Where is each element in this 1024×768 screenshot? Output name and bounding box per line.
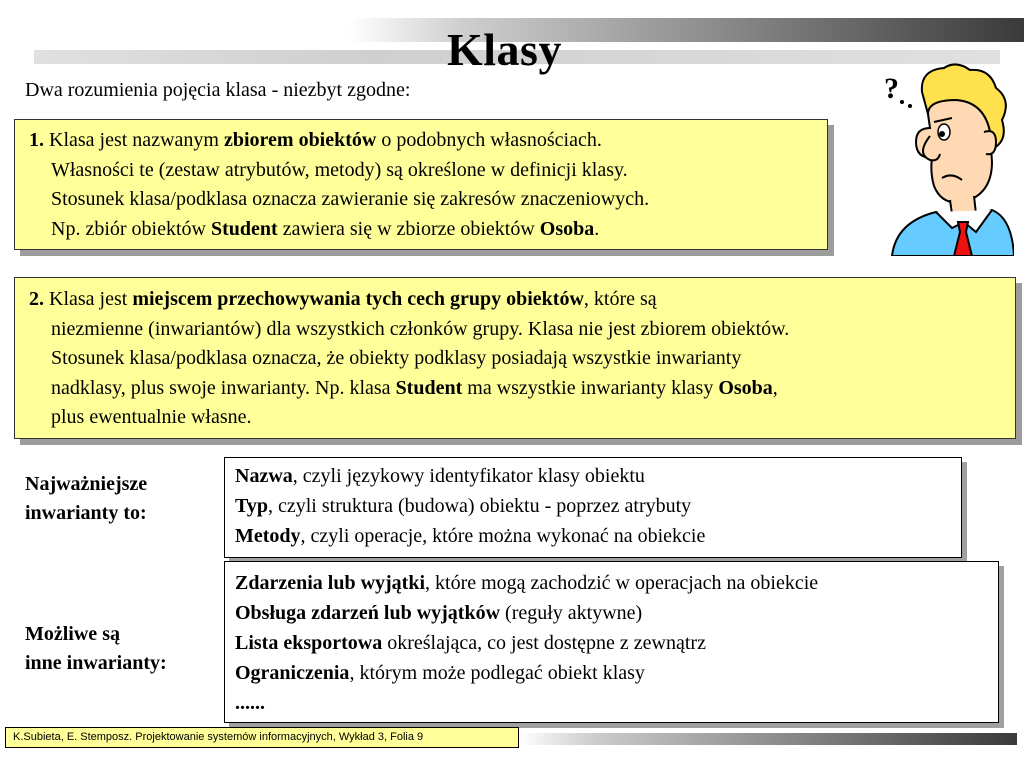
item-desc: , czyli operacje, które można wykonać na obiekcie — [300, 525, 706, 547]
list-item — [235, 688, 988, 718]
definition-box-2 — [14, 277, 1016, 439]
definition-2-line-3: Stosunek klasa/podklasa oznacza, że obiekty podklasy posiadają wszystkie inwarianty — [51, 347, 742, 369]
label-line: inne inwarianty: — [25, 652, 167, 674]
list-item — [235, 598, 988, 628]
text-span: . — [594, 217, 600, 240]
emphasis: miejscem przechowywania tych cech grupy obiektów — [132, 288, 584, 310]
slide-subtitle: Dwa rozumienia pojęcia klasa - niezbyt zgodne: — [25, 79, 411, 101]
item-desc: , którym może podlegać obiekt klasy — [349, 662, 645, 684]
item-desc: , czyli językowy identyfikator klasy obiektu — [292, 465, 645, 487]
definition-1-line-1 — [29, 126, 817, 156]
slide-title: Klasy — [447, 24, 562, 75]
list-item — [235, 628, 988, 658]
definition-2-line-1 — [29, 285, 1005, 315]
definition-1-line-4 — [29, 215, 817, 245]
emphasis: Osoba — [718, 376, 773, 399]
definition-2-number: 2. — [29, 288, 44, 310]
item-term: Lista eksportowa — [235, 632, 383, 654]
list-item — [235, 521, 951, 551]
label-line: Najważniejsze — [25, 473, 148, 495]
list-item — [235, 658, 988, 688]
text-span: Klasa jest nazwanym — [44, 129, 224, 151]
text-span: , które są — [583, 288, 657, 310]
item-term: Nazwa — [235, 465, 293, 487]
definition-1-number: 1. — [29, 129, 44, 151]
text-span: Np. zbiór obiektów — [51, 217, 211, 240]
text-span: o podobnych własnościach. — [376, 129, 602, 151]
text-span: ma wszystkie inwarianty klasy — [462, 376, 719, 399]
footer-citation: K.Subieta, E. Stemposz. Projektowanie systemów informacyjnych, Wykład 3, Folia 9 — [5, 727, 519, 748]
text-span: , — [772, 376, 778, 399]
item-term: Typ — [235, 495, 268, 517]
definition-1-line-2: Własności te (zestaw atrybutów, metody) są określone w definicji klasy. — [51, 158, 628, 181]
item-desc: (reguły aktywne) — [500, 602, 643, 624]
definition-1-line-3: Stosunek klasa/podklasa oznacza zawieranie się zakresów znaczeniowych. — [51, 188, 650, 210]
list-item — [235, 491, 951, 521]
definition-2-line-2: niezmienne (inwariantów) dla wszystkich członków grupy. Klasa nie jest zbiorem obiektów. — [51, 317, 790, 340]
item-term: ...... — [235, 692, 265, 714]
definition-2-line-5: plus ewentualnie własne. — [51, 406, 252, 428]
main-invariants-box — [224, 457, 962, 558]
question-mark-icon: ? — [884, 72, 899, 105]
other-invariants-label — [25, 620, 220, 678]
text-span: Klasa jest — [44, 288, 133, 310]
item-term: Metody — [235, 525, 301, 547]
definition-2-line-4 — [29, 374, 1005, 404]
emphasis: zbiorem obiektów — [223, 129, 377, 151]
main-invariants-label — [25, 470, 215, 528]
emphasis: Osoba — [539, 217, 595, 240]
item-term: Ograniczenia — [235, 662, 350, 684]
footer-decor-bar — [519, 733, 1017, 745]
puzzled-person-illustration — [872, 62, 1014, 256]
item-desc: określająca, co jest dostępne z zewnątrz — [382, 632, 706, 654]
other-invariants-box — [224, 561, 999, 723]
text-span: zawiera się w zbiorze obiektów — [277, 217, 540, 240]
definition-box-1 — [14, 119, 828, 250]
text-span: nadklasy, plus swoje inwarianty. Np. klasa — [51, 376, 396, 399]
list-item — [235, 461, 951, 491]
emphasis: Student — [210, 217, 278, 240]
item-term: Zdarzenia lub wyjątki — [235, 572, 426, 594]
item-desc: , czyli struktura (budowa) obiektu - poprzez atrybuty — [267, 495, 692, 517]
label-line: inwarianty to: — [25, 502, 147, 524]
label-line: Możliwe są — [25, 623, 120, 645]
list-item — [235, 568, 988, 598]
item-term: Obsługa zdarzeń lub wyjątków — [235, 602, 501, 624]
item-desc: , które mogą zachodzić w operacjach na obiekcie — [425, 572, 819, 594]
emphasis: Student — [395, 376, 463, 399]
